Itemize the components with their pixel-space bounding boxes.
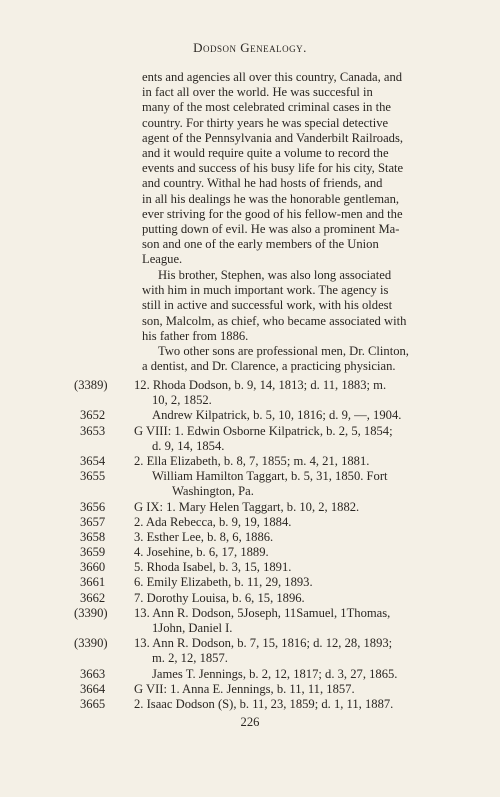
entry-text: 6. Emily Elizabeth, b. 11, 29, 1893. <box>134 575 313 590</box>
text-line: agent of the Pennsylvania and Vanderbilt Railroads, <box>142 130 404 145</box>
entry-row <box>0 667 500 682</box>
entry-number: 3664 <box>80 681 106 696</box>
entry-row <box>0 636 500 651</box>
entry-text: 3. Esther Lee, b. 8, 6, 1886. <box>134 529 274 544</box>
entry-text: d. 9, 14, 1854. <box>152 438 225 453</box>
text-line: His brother, Stephen, was also long associated <box>158 268 392 282</box>
entry-row <box>0 606 500 621</box>
entry-number: 3653 <box>80 423 106 438</box>
entry-number: 3662 <box>80 590 106 605</box>
entry-text: m. 2, 12, 1857. <box>152 651 228 666</box>
entry-number: 3660 <box>80 560 106 575</box>
entry-text: 2. Isaac Dodson (S), b. 11, 23, 1859; d. 1, 11, 1887. <box>134 696 394 711</box>
text-line: with him in much important work. The agency is <box>142 283 389 298</box>
entry-text: 10, 2, 1852. <box>152 393 212 408</box>
text-line: son, Malcolm, as chief, who became associated with <box>142 313 407 328</box>
entry-row <box>0 651 500 666</box>
text-line: Two other sons are professional men, Dr. Clinton, <box>158 344 409 358</box>
entry-row <box>0 439 500 454</box>
entry-row <box>0 424 500 439</box>
text-line: many of the most celebrated criminal cases in the <box>142 100 391 115</box>
entry-text: G VII: 1. Anna E. Jennings, b. 11, 11, 1857. <box>134 681 355 696</box>
entry-number: 3656 <box>80 499 106 514</box>
entry-text: G VIII: 1. Edwin Osborne Kilpatrick, b. 2, 5, 1854; <box>134 423 393 438</box>
entry-number: 3655 <box>80 469 106 484</box>
entry-row <box>0 454 500 469</box>
text-line: and country. Withal he had hosts of friends, and <box>142 176 383 191</box>
entry-text: 2. Ada Rebecca, b. 9, 19, 1884. <box>134 514 292 529</box>
entry-number: (3390) <box>74 605 108 620</box>
entry-number: 3658 <box>80 529 106 544</box>
entry-number: (3390) <box>74 636 108 651</box>
entry-row <box>0 515 500 530</box>
genealogy-entries <box>0 378 500 712</box>
text-line: country. For thirty years he was special detective <box>142 115 389 130</box>
page-number: 226 <box>240 715 260 729</box>
entry-row <box>0 591 500 606</box>
entry-text: 13. Ann R. Dodson, b. 7, 15, 1816; d. 12, 28, 1893; <box>134 636 393 651</box>
entry-row <box>0 575 500 590</box>
entry-text: Andrew Kilpatrick, b. 5, 10, 1816; d. 9, —, 1904. <box>152 408 402 423</box>
text-line: League. <box>142 252 183 267</box>
paragraph <box>142 70 467 268</box>
entry-text: William Hamilton Taggart, b. 5, 31, 1850. Fort <box>152 469 388 484</box>
entry-row <box>0 484 500 499</box>
entry-text: Washington, Pa. <box>172 484 254 499</box>
entry-number: 3654 <box>80 453 106 468</box>
entry-number: 3665 <box>80 696 106 711</box>
text-line: in fact all over the world. He was succesful in <box>142 85 373 100</box>
entry-row <box>0 560 500 575</box>
entry-row <box>0 393 500 408</box>
text-line: ents and agencies all over this country, Canada, and <box>142 70 403 84</box>
entry-row <box>0 408 500 423</box>
text-line: putting down of evil. He was also a prominent Ma- <box>142 222 400 237</box>
entry-row <box>0 469 500 484</box>
text-line: still in active and successful work, with his oldest <box>142 298 393 313</box>
entry-text: 12. Rhoda Dodson, b. 9, 14, 1813; d. 11, 1883; m. <box>134 378 387 392</box>
entry-text: 2. Ella Elizabeth, b. 8, 7, 1855; m. 4, 21, 1881. <box>134 453 370 468</box>
entry-number: 3659 <box>80 545 106 560</box>
entry-text: 13. Ann R. Dodson, 5Joseph, 11Samuel, 1Thomas, <box>134 605 391 620</box>
entry-text: 7. Dorothy Louisa, b. 6, 15, 1896. <box>134 590 305 605</box>
entry-number: 3663 <box>80 666 106 681</box>
entry-number: 3652 <box>80 408 106 423</box>
entry-number: (3389) <box>74 378 108 392</box>
paragraph <box>142 268 467 344</box>
running-header: Dodson Genealogy. <box>193 40 307 55</box>
entry-text: 1John, Daniel I. <box>152 621 233 635</box>
entry-number: 3657 <box>80 514 106 529</box>
entry-row <box>0 500 500 515</box>
text-line: a dentist, and Dr. Clarence, a practicing physician. <box>142 359 396 374</box>
entry-row <box>0 530 500 545</box>
text-line: in all his dealings he was the honorable gentleman, <box>142 191 400 206</box>
text-line: son and one of the early members of the Union <box>142 237 379 252</box>
entry-row <box>0 378 500 393</box>
text-line: ever striving for the good of his fellow-men and the <box>142 206 403 221</box>
entry-text: 4. Josehine, b. 6, 17, 1889. <box>134 545 269 560</box>
entry-number: 3661 <box>80 575 106 590</box>
entry-row <box>0 682 500 697</box>
entry-text: G IX: 1. Mary Helen Taggart, b. 10, 2, 1882. <box>134 499 360 514</box>
entry-row <box>0 697 500 712</box>
entry-text: James T. Jennings, b. 2, 12, 1817; d. 3, 27, 1865. <box>152 666 398 681</box>
entry-row <box>0 621 500 636</box>
text-line: and it would require quite a volume to record the <box>142 146 389 161</box>
text-line: his father from 1886. <box>142 328 249 343</box>
paragraph <box>142 344 467 374</box>
text-line: events and success of his busy life for his city, State <box>142 161 404 176</box>
entry-text: 5. Rhoda Isabel, b. 3, 15, 1891. <box>134 560 292 575</box>
entry-row <box>0 545 500 560</box>
